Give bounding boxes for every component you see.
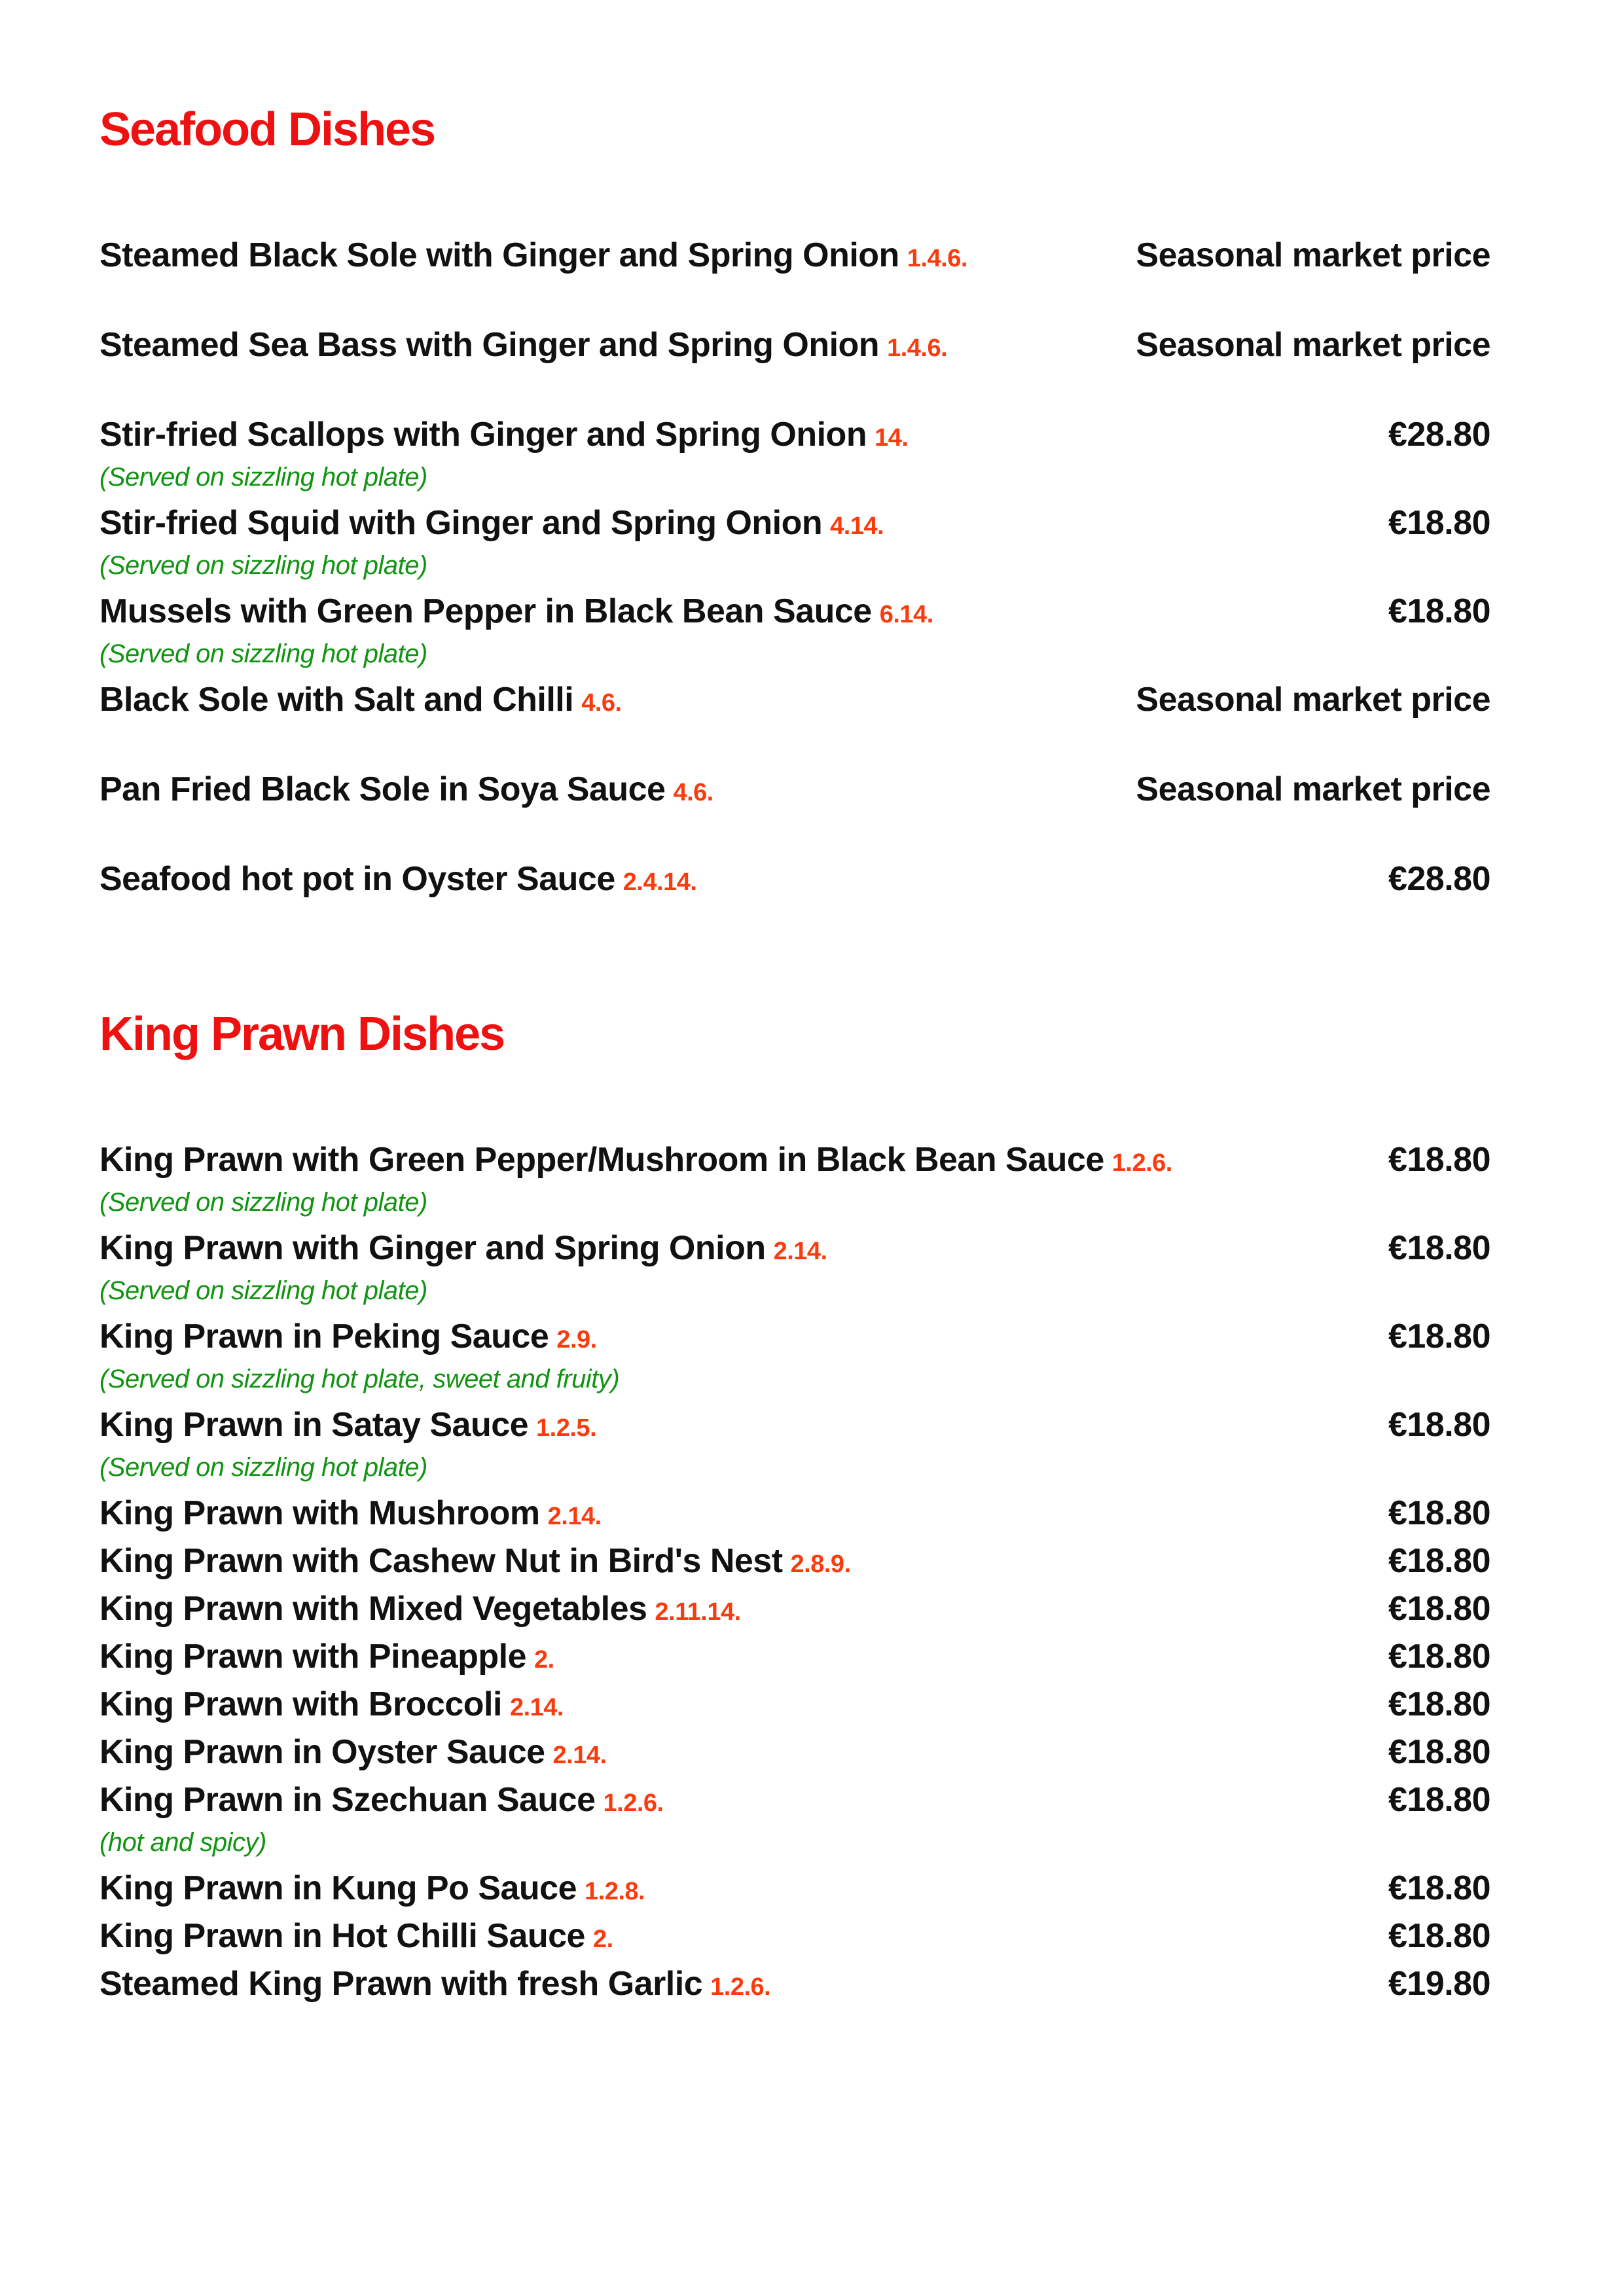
dish-name — [99, 1539, 1357, 1587]
dish-name — [99, 1587, 1357, 1634]
dish-name — [99, 1778, 1357, 1825]
dish-note: (hot and spicy) — [99, 1828, 266, 1857]
menu-item-row — [99, 1539, 1490, 1587]
allergen-codes: 1.2.6. — [710, 1973, 771, 2001]
dish-name-text: King Prawn in Kung Po Sauce — [99, 1869, 577, 1907]
dish-name — [99, 1730, 1357, 1778]
dish-name — [99, 1914, 1357, 1962]
dish-note: (Served on sizzling hot plate) — [99, 1453, 427, 1482]
dish-price: €18.80 — [1388, 1141, 1490, 1179]
menu-sections-container — [99, 105, 1490, 2009]
dish-name-text: King Prawn with Broccoli — [99, 1685, 502, 1723]
dish-name — [99, 1962, 1357, 2009]
menu-item-row — [99, 1962, 1490, 2009]
dish-price: €18.80 — [1388, 1638, 1490, 1676]
allergen-codes: 2. — [534, 1646, 554, 1674]
dish-name-text: Seafood hot pot in Oyster Sauce — [99, 860, 615, 898]
dish-name-text: King Prawn in Peking Sauce — [99, 1318, 549, 1355]
dish-name-text: King Prawn with Ginger and Spring Onion — [99, 1229, 766, 1267]
dish-name-text: Steamed Sea Bass with Ginger and Spring Onion — [99, 326, 880, 364]
menu-item-row — [99, 1138, 1490, 1185]
dish-price: €18.80 — [1388, 1590, 1490, 1628]
dish-name-text: Pan Fried Black Sole in Soya Sauce — [99, 770, 666, 808]
dish-name — [99, 1634, 1357, 1682]
dish-name — [99, 1403, 1357, 1450]
menu-item-row — [99, 412, 1490, 460]
dish-name-text: King Prawn with Mushroom — [99, 1494, 540, 1532]
menu-item-row — [99, 1778, 1490, 1825]
menu-item-row — [99, 501, 1490, 548]
dish-price: Seasonal market price — [1136, 236, 1490, 274]
section-title: Seafood Dishes — [99, 103, 435, 156]
allergen-codes: 1.4.6. — [907, 245, 967, 272]
dish-name — [99, 233, 1104, 281]
menu-section — [99, 1009, 1490, 2009]
dish-name — [99, 1491, 1357, 1539]
allergen-codes: 1.2.8. — [585, 1878, 645, 1905]
menu-item-row — [99, 1914, 1490, 1962]
dish-name-text: King Prawn in Satay Sauce — [99, 1406, 529, 1444]
dish-price: €28.80 — [1388, 416, 1490, 454]
menu-item-row — [99, 1403, 1490, 1450]
menu-item-row — [99, 677, 1490, 725]
allergen-codes: 2.14. — [552, 1742, 607, 1769]
dish-note: (Served on sizzling hot plate) — [99, 551, 427, 580]
dish-price: Seasonal market price — [1136, 681, 1490, 719]
dish-name — [99, 677, 1104, 725]
dish-price: Seasonal market price — [1136, 770, 1490, 808]
menu-item-row — [99, 1226, 1490, 1274]
allergen-codes: 2.14. — [547, 1503, 602, 1530]
menu-item-row — [99, 1682, 1490, 1730]
dish-price: €18.80 — [1388, 1542, 1490, 1580]
menu-item-row — [99, 767, 1490, 815]
dish-name-text: King Prawn in Hot Chilli Sauce — [99, 1917, 585, 1955]
dish-price: €18.80 — [1388, 504, 1490, 542]
allergen-codes: 1.2.6. — [603, 1789, 664, 1817]
dish-price: €18.80 — [1388, 1685, 1490, 1723]
dish-price: €28.80 — [1388, 860, 1490, 898]
dish-name — [99, 501, 1357, 548]
menu-item-row — [99, 589, 1490, 637]
dish-name — [99, 589, 1357, 637]
allergen-codes: 2.9. — [556, 1326, 597, 1354]
dish-name-text: King Prawn with Mixed Vegetables — [99, 1590, 647, 1628]
allergen-codes: 2.14. — [773, 1238, 827, 1265]
allergen-codes: 2.4.14. — [623, 869, 697, 896]
allergen-codes: 4.6. — [581, 689, 622, 717]
dish-name-text: King Prawn in Szechuan Sauce — [99, 1781, 596, 1819]
dish-price: €18.80 — [1388, 592, 1490, 630]
allergen-codes: 2. — [592, 1926, 613, 1953]
dish-name — [99, 323, 1104, 370]
dish-name-text: King Prawn with Cashew Nut in Bird's Nest — [99, 1542, 783, 1580]
menu-item-row — [99, 233, 1490, 281]
dish-name — [99, 412, 1357, 460]
allergen-codes: 14. — [875, 424, 909, 452]
menu-item-row — [99, 1634, 1490, 1682]
dish-price: €18.80 — [1388, 1229, 1490, 1267]
menu-item-row — [99, 1866, 1490, 1914]
dish-price: €18.80 — [1388, 1917, 1490, 1955]
dish-price: €18.80 — [1388, 1781, 1490, 1819]
dish-price: €18.80 — [1388, 1869, 1490, 1907]
menu-item-row — [99, 1587, 1490, 1634]
dish-note: (Served on sizzling hot plate) — [99, 1276, 427, 1305]
dish-name — [99, 1138, 1357, 1185]
allergen-codes: 1.4.6. — [887, 334, 948, 362]
allergen-codes: 1.2.6. — [1111, 1149, 1172, 1177]
allergen-codes: 1.2.5. — [536, 1414, 597, 1442]
dish-name — [99, 1314, 1357, 1362]
section-title: King Prawn Dishes — [99, 1008, 505, 1060]
allergen-codes: 6.14. — [879, 601, 933, 628]
menu-item-row — [99, 1730, 1490, 1778]
menu-item-row — [99, 1491, 1490, 1539]
dish-price: €18.80 — [1388, 1733, 1490, 1771]
dish-price: Seasonal market price — [1136, 326, 1490, 364]
dish-name-text: Stir-fried Squid with Ginger and Spring Onion — [99, 504, 823, 542]
allergen-codes: 4.6. — [673, 779, 713, 806]
dish-name — [99, 1866, 1357, 1914]
dish-price: €18.80 — [1388, 1406, 1490, 1444]
dish-name-text: Black Sole with Salt and Chilli — [99, 681, 574, 719]
dish-name-text: Steamed Black Sole with Ginger and Spring Onion — [99, 236, 899, 274]
dish-note: (Served on sizzling hot plate) — [99, 1188, 427, 1217]
dish-price: €19.80 — [1388, 1965, 1490, 2003]
allergen-codes: 4.14. — [830, 512, 884, 540]
dish-name-text: Mussels with Green Pepper in Black Bean Sauce — [99, 592, 872, 630]
dish-name — [99, 767, 1104, 815]
dish-name-text: King Prawn with Green Pepper/Mushroom in Black Bean Sauce — [99, 1141, 1104, 1179]
allergen-codes: 2.14. — [509, 1694, 564, 1721]
dish-name — [99, 1682, 1357, 1730]
dish-name-text: Steamed King Prawn with fresh Garlic — [99, 1965, 703, 2003]
menu-item-row — [99, 323, 1490, 370]
dish-note: (Served on sizzling hot plate) — [99, 463, 427, 492]
menu-item-row — [99, 1314, 1490, 1362]
dish-price: €18.80 — [1388, 1494, 1490, 1532]
dish-name-text: Stir-fried Scallops with Ginger and Spring Onion — [99, 416, 867, 454]
menu-section — [99, 105, 1490, 905]
dish-name — [99, 857, 1357, 905]
dish-note: (Served on sizzling hot plate) — [99, 639, 427, 668]
dish-name — [99, 1226, 1357, 1274]
allergen-codes: 2.8.9. — [790, 1551, 851, 1578]
dish-price: €18.80 — [1388, 1318, 1490, 1355]
dish-name-text: King Prawn in Oyster Sauce — [99, 1733, 545, 1771]
dish-note: (Served on sizzling hot plate, sweet and fruity) — [99, 1365, 620, 1393]
dish-name-text: King Prawn with Pineapple — [99, 1638, 527, 1676]
allergen-codes: 2.11.14. — [655, 1598, 741, 1626]
menu-item-row — [99, 857, 1490, 905]
